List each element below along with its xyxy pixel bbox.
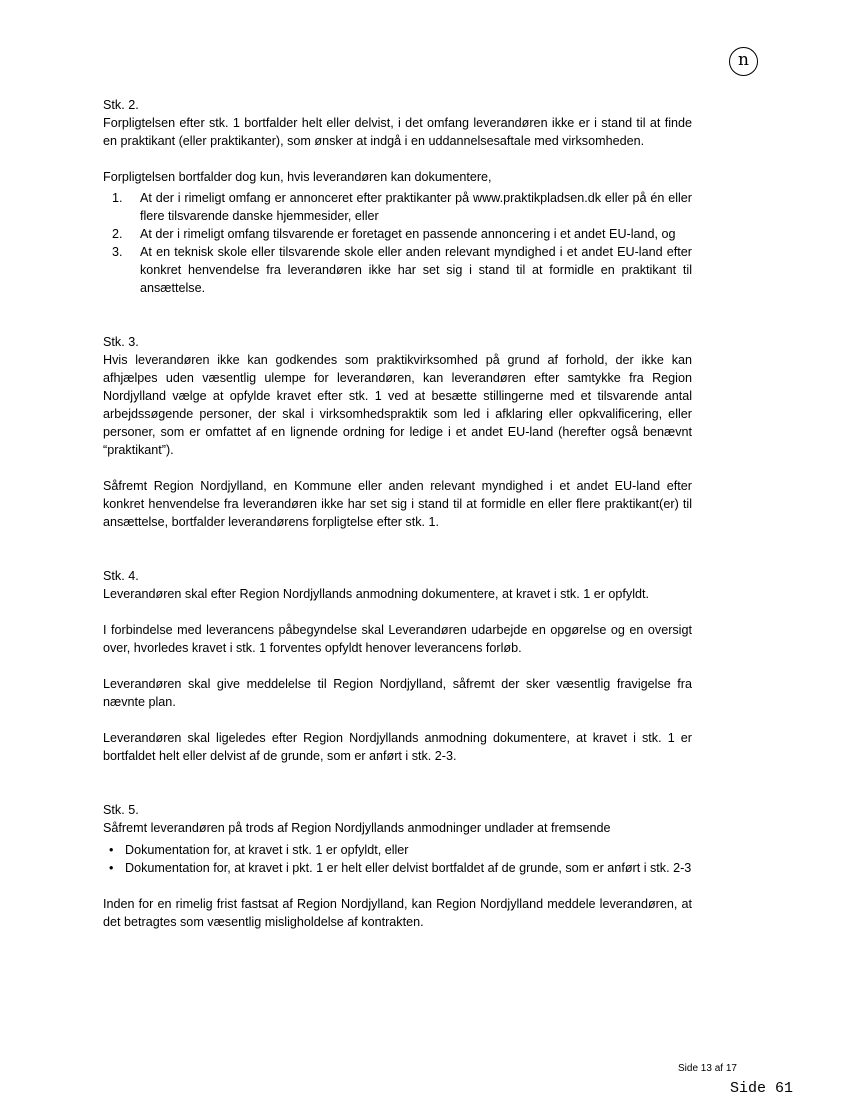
page-number: Side 13 af 17 bbox=[678, 1063, 737, 1074]
document-body bbox=[103, 96, 692, 931]
paragraph: Hvis leverandøren ikke kan godkendes som praktikvirksomhed på grund af forhold, der ikke kan afhjælpes uden væsentlig ulempe for leverandøren, kan leverandøren efter samtykke fra Region Nordjylland vælge at opfylde kravet efter stk. 1 ved at besætte stillingerne med et tilsvarende antal arbejdssøgende personer, der skal i virksomhedspraktik som led i afklaring eller opkvalificering, eller personer, som er omfattet af en lignende ordning for ledige i et andet EU-land (herefter også benævnt “praktikant”). bbox=[103, 353, 692, 457]
logo-letter: n bbox=[738, 49, 749, 70]
section-heading: Stk. 5. bbox=[103, 803, 139, 817]
logo-icon bbox=[729, 47, 758, 76]
paragraph: Leverandøren skal ligeledes efter Region Nordjyllands anmodning dokumentere, at kravet i stk. 1 er bortfaldet helt eller delvist af de grunde, som er anført i stk. 2-3. bbox=[103, 731, 692, 763]
list-item: 2. At der i rimeligt omfang tilsvarende er foretaget en passende annoncering i et andet EU-land, og bbox=[112, 227, 676, 241]
paragraph: Såfremt leverandøren på trods af Region Nordjyllands anmodninger undlader at fremsende bbox=[103, 821, 611, 835]
section-heading: Stk. 3. bbox=[103, 335, 139, 349]
list-item: 3. At en teknisk skole eller tilsvarende skole eller anden relevant myndighed i et andet EU-land efter konkret henvendelse fra leverandøren ikke har set sig i stand til at formidle en praktikant til ansættelse. bbox=[112, 245, 692, 295]
list-item: 1. At der i rimeligt omfang er annonceret efter praktikanter på www.praktikpladsen.dk eller på én eller flere tilsvarende danske hjemmesider, eller bbox=[112, 191, 692, 223]
paragraph: Leverandøren skal give meddelelse til Region Nordjylland, såfremt der sker væsentlig fravigelse fra nævnte plan. bbox=[103, 677, 692, 709]
paragraph: Forpligtelsen efter stk. 1 bortfalder helt eller delvist, i det omfang leverandøren ikke er i stand til at finde en praktikant (eller praktikanter), som ønsker at indgå i en uddannelsesaftale med virksomheden. bbox=[103, 116, 692, 148]
list-item: • Dokumentation for, at kravet i stk. 1 er opfyldt, eller bbox=[109, 843, 409, 857]
paragraph: I forbindelse med leverancens påbegyndelse skal Leverandøren udarbejde en opgørelse og en oversigt over, hvorledes kravet i stk. 1 forventes opfyldt henover leverancens forløb. bbox=[103, 623, 692, 655]
section-heading: Stk. 4. bbox=[103, 569, 139, 583]
bullet-list bbox=[103, 841, 692, 877]
section-heading: Stk. 2. bbox=[103, 98, 139, 112]
paragraph: Inden for en rimelig frist fastsat af Region Nordjylland, kan Region Nordjylland meddele leverandøren, at det betragtes som væsentlig misligholdelse af kontrakten. bbox=[103, 897, 692, 929]
paragraph: Såfremt Region Nordjylland, en Kommune eller anden relevant myndighed i et andet EU-land efter konkret henvendelse fra leverandøren ikke har set sig i stand til at formidle en eller flere praktikant(er) til ansættelse, bortfalder leverandørens forpligtelse efter stk. 1. bbox=[103, 479, 692, 529]
paragraph: Leverandøren skal efter Region Nordjyllands anmodning dokumentere, at kravet i stk. 1 er opfyldt. bbox=[103, 587, 650, 601]
numbered-list bbox=[103, 189, 692, 297]
paragraph: Forpligtelsen bortfalder dog kun, hvis leverandøren kan dokumentere, bbox=[103, 170, 492, 184]
side-stamp: Side 61 bbox=[730, 1080, 794, 1097]
list-item: • Dokumentation for, at kravet i pkt. 1 er helt eller delvist bortfaldet af de grunde, som er anført i stk. 2-3 bbox=[109, 861, 692, 875]
